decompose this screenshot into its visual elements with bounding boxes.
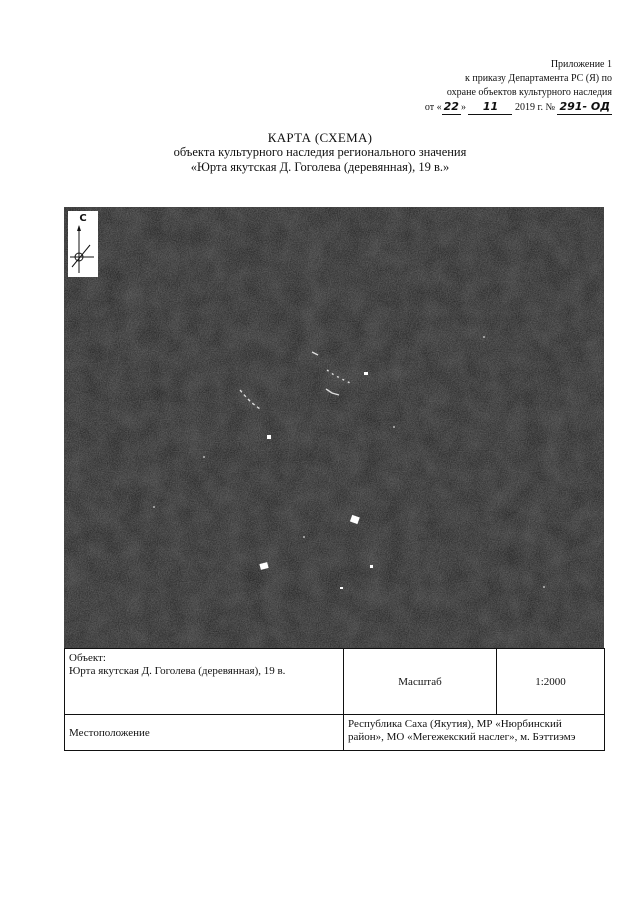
- title-line-1: КАРТА (СХЕМА): [267, 130, 373, 145]
- building-marker: [364, 372, 368, 375]
- date-prefix: от «: [424, 102, 442, 113]
- object-label: Объект:: [69, 652, 106, 664]
- date-month: 11: [468, 100, 512, 115]
- object-value: Юрта якутская Д. Гоголева (деревянная), 19 в.: [69, 665, 286, 677]
- scale-label: Масштаб: [344, 649, 497, 715]
- scale-value: 1:2000: [497, 649, 605, 715]
- date-year: 2019 г. №: [514, 102, 555, 113]
- document-title: [0, 130, 640, 175]
- building-marker: [267, 435, 271, 439]
- appendix-line-3: охране объектов культурного наследия: [446, 87, 612, 98]
- info-table: [64, 648, 605, 751]
- date-day: 22: [443, 100, 459, 113]
- feature-mark: [340, 587, 343, 589]
- title-line-3: «Юрта якутская Д. Гоголева (деревянная), 19 в.»: [190, 160, 450, 174]
- info-row-location: [65, 715, 605, 751]
- feature-mark: [370, 565, 373, 568]
- appendix-line-2: к приказу Департамента РС (Я) по: [464, 73, 612, 84]
- object-cell: [65, 649, 344, 715]
- appendix-line-1: Приложение 1: [550, 59, 612, 70]
- location-label: Местоположение: [65, 715, 344, 751]
- info-row-object: [65, 649, 605, 715]
- compass-icon: [68, 211, 98, 277]
- title-line-2: объекта культурного наследия регионального значения: [173, 145, 467, 159]
- north-label: С: [79, 213, 87, 224]
- north-compass: [68, 211, 98, 277]
- location-value: Республика Саха (Якутия), МР «Нюрбинский район», МО «Мегежекский наслег», м. Бэттиэмэ: [344, 715, 605, 751]
- map-imagery: [64, 207, 604, 648]
- date-mid: »: [460, 102, 466, 113]
- satellite-map: [64, 207, 604, 648]
- order-number: 291- ОД: [559, 100, 610, 113]
- appendix-block: [352, 58, 612, 115]
- appendix-date-line: [352, 100, 612, 115]
